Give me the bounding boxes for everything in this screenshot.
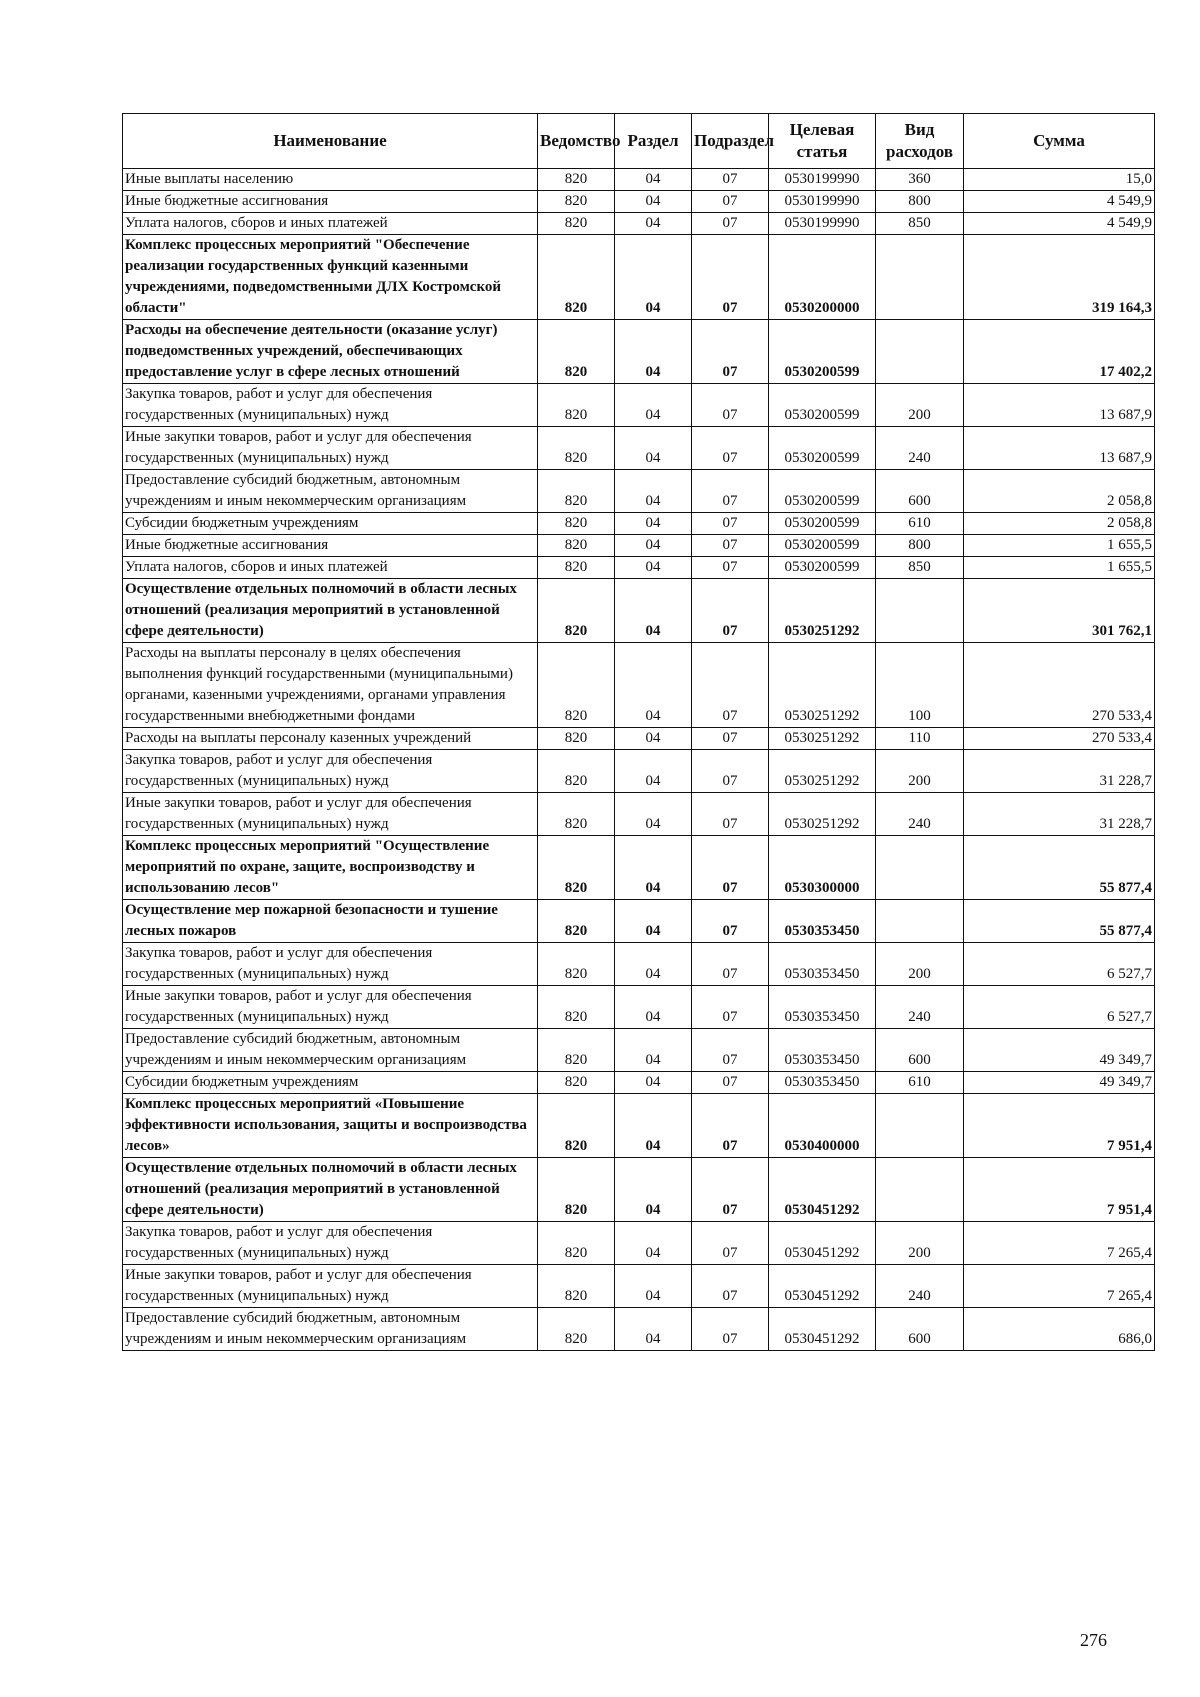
- cell-summa: 4 549,9: [964, 191, 1155, 213]
- cell-name: Уплата налогов, сборов и иных платежей: [123, 557, 538, 579]
- cell-vedomstvo: 820: [538, 793, 615, 836]
- cell-vedomstvo: 820: [538, 427, 615, 470]
- cell-vid-raskhodov: 200: [876, 384, 964, 427]
- cell-podrazdel: 07: [692, 1265, 769, 1308]
- cell-razdel: 04: [615, 986, 692, 1029]
- cell-summa: 31 228,7: [964, 793, 1155, 836]
- table-row: [123, 384, 1155, 427]
- cell-razdel: 04: [615, 557, 692, 579]
- cell-name: Закупка товаров, работ и услуг для обеспечения государственных (муниципальных) нужд: [123, 1222, 538, 1265]
- cell-celevaya-statya: 0530353450: [769, 900, 876, 943]
- cell-vedomstvo: 820: [538, 1094, 615, 1158]
- cell-podrazdel: 07: [692, 1308, 769, 1351]
- cell-podrazdel: 07: [692, 943, 769, 986]
- page-number: 276: [1080, 1630, 1107, 1650]
- table-row-section: [123, 900, 1155, 943]
- cell-celevaya-statya: 0530251292: [769, 728, 876, 750]
- cell-vedomstvo: 820: [538, 1222, 615, 1265]
- cell-summa: 55 877,4: [964, 900, 1155, 943]
- cell-summa: 15,0: [964, 169, 1155, 191]
- cell-podrazdel: 07: [692, 900, 769, 943]
- cell-razdel: 04: [615, 793, 692, 836]
- cell-name: Субсидии бюджетным учреждениям: [123, 513, 538, 535]
- table-row: [123, 427, 1155, 470]
- cell-vedomstvo: 820: [538, 191, 615, 213]
- cell-celevaya-statya: 0530451292: [769, 1158, 876, 1222]
- cell-name: Иные выплаты населению: [123, 169, 538, 191]
- header-name: Наименование: [123, 114, 538, 169]
- cell-podrazdel: 07: [692, 793, 769, 836]
- cell-vedomstvo: 820: [538, 513, 615, 535]
- cell-razdel: 04: [615, 900, 692, 943]
- cell-summa: 7 265,4: [964, 1222, 1155, 1265]
- cell-name: Расходы на обеспечение деятельности (оказание услуг) подведомственных учреждений, обеспечивающих предоставление услуг в сфере лесных отношений: [123, 320, 538, 384]
- table-header-row: [123, 114, 1155, 169]
- cell-summa: 301 762,1: [964, 579, 1155, 643]
- cell-vedomstvo: 820: [538, 1072, 615, 1094]
- cell-name: Расходы на выплаты персоналу казенных учреждений: [123, 728, 538, 750]
- table-row: [123, 557, 1155, 579]
- cell-name: Иные закупки товаров, работ и услуг для обеспечения государственных (муниципальных) нужд: [123, 793, 538, 836]
- cell-celevaya-statya: 0530451292: [769, 1265, 876, 1308]
- cell-vid-raskhodov: 600: [876, 1029, 964, 1072]
- cell-celevaya-statya: 0530353450: [769, 1029, 876, 1072]
- table-row: [123, 793, 1155, 836]
- cell-vid-raskhodov: 200: [876, 750, 964, 793]
- table-row: [123, 750, 1155, 793]
- cell-razdel: 04: [615, 750, 692, 793]
- cell-name: Предоставление субсидий бюджетным, автономным учреждениям и иным некоммерческим организациям: [123, 1029, 538, 1072]
- cell-vedomstvo: 820: [538, 750, 615, 793]
- table-row-section: [123, 579, 1155, 643]
- table-row: [123, 1222, 1155, 1265]
- cell-summa: 270 533,4: [964, 728, 1155, 750]
- cell-summa: 4 549,9: [964, 213, 1155, 235]
- table-row-section: [123, 320, 1155, 384]
- cell-vid-raskhodov: 800: [876, 535, 964, 557]
- table-row: [123, 943, 1155, 986]
- cell-razdel: 04: [615, 1094, 692, 1158]
- table-row: [123, 470, 1155, 513]
- cell-podrazdel: 07: [692, 213, 769, 235]
- header-celevaya-statya: Целевая статья: [769, 114, 876, 169]
- cell-razdel: 04: [615, 1265, 692, 1308]
- cell-name: Комплекс процессных мероприятий "Осуществление мероприятий по охране, защите, воспроизводству и использованию лесов": [123, 836, 538, 900]
- cell-vid-raskhodov: 610: [876, 1072, 964, 1094]
- cell-celevaya-statya: 0530199990: [769, 213, 876, 235]
- cell-vid-raskhodov: [876, 1158, 964, 1222]
- cell-celevaya-statya: 0530200599: [769, 535, 876, 557]
- cell-vedomstvo: 820: [538, 836, 615, 900]
- table-row: [123, 986, 1155, 1029]
- cell-name: Расходы на выплаты персоналу в целях обеспечения выполнения функций государственными (муниципальными) органами, казенными учреждениями, органами управления государственными внебюджетными фондами: [123, 643, 538, 728]
- cell-podrazdel: 07: [692, 750, 769, 793]
- cell-vedomstvo: 820: [538, 579, 615, 643]
- cell-podrazdel: 07: [692, 513, 769, 535]
- cell-name: Иные закупки товаров, работ и услуг для обеспечения государственных (муниципальных) нужд: [123, 427, 538, 470]
- cell-name: Субсидии бюджетным учреждениям: [123, 1072, 538, 1094]
- cell-vedomstvo: 820: [538, 213, 615, 235]
- cell-razdel: 04: [615, 169, 692, 191]
- table-row-section: [123, 836, 1155, 900]
- cell-celevaya-statya: 0530400000: [769, 1094, 876, 1158]
- cell-name: Иные бюджетные ассигнования: [123, 191, 538, 213]
- cell-vid-raskhodov: 100: [876, 643, 964, 728]
- cell-podrazdel: 07: [692, 1222, 769, 1265]
- table-row: [123, 535, 1155, 557]
- cell-celevaya-statya: 0530251292: [769, 750, 876, 793]
- cell-vedomstvo: 820: [538, 728, 615, 750]
- cell-vid-raskhodov: [876, 900, 964, 943]
- table-row: [123, 191, 1155, 213]
- cell-podrazdel: 07: [692, 986, 769, 1029]
- cell-celevaya-statya: 0530200599: [769, 470, 876, 513]
- cell-celevaya-statya: 0530200599: [769, 557, 876, 579]
- cell-summa: 17 402,2: [964, 320, 1155, 384]
- table-row: [123, 1072, 1155, 1094]
- cell-celevaya-statya: 0530200599: [769, 427, 876, 470]
- cell-celevaya-statya: 0530251292: [769, 793, 876, 836]
- cell-celevaya-statya: 0530200000: [769, 235, 876, 320]
- table-row: [123, 643, 1155, 728]
- cell-razdel: 04: [615, 384, 692, 427]
- table-row-section: [123, 235, 1155, 320]
- cell-razdel: 04: [615, 213, 692, 235]
- cell-vid-raskhodov: 110: [876, 728, 964, 750]
- cell-name: Осуществление мер пожарной безопасности и тушение лесных пожаров: [123, 900, 538, 943]
- cell-summa: 1 655,5: [964, 535, 1155, 557]
- cell-summa: 31 228,7: [964, 750, 1155, 793]
- cell-celevaya-statya: 0530200599: [769, 513, 876, 535]
- cell-summa: 270 533,4: [964, 643, 1155, 728]
- table-row: [123, 169, 1155, 191]
- cell-celevaya-statya: 0530251292: [769, 579, 876, 643]
- cell-vid-raskhodov: [876, 836, 964, 900]
- header-vid-raskhodov: Вид расходов: [876, 114, 964, 169]
- cell-celevaya-statya: 0530200599: [769, 384, 876, 427]
- table-row-section: [123, 1158, 1155, 1222]
- table-row: [123, 513, 1155, 535]
- cell-razdel: 04: [615, 1308, 692, 1351]
- cell-vedomstvo: 820: [538, 320, 615, 384]
- cell-name: Уплата налогов, сборов и иных платежей: [123, 213, 538, 235]
- header-razdel: Раздел: [615, 114, 692, 169]
- cell-summa: 7 951,4: [964, 1158, 1155, 1222]
- cell-summa: 6 527,7: [964, 943, 1155, 986]
- cell-summa: 55 877,4: [964, 836, 1155, 900]
- cell-podrazdel: 07: [692, 1072, 769, 1094]
- cell-vedomstvo: 820: [538, 900, 615, 943]
- cell-vid-raskhodov: 600: [876, 1308, 964, 1351]
- cell-podrazdel: 07: [692, 191, 769, 213]
- cell-name: Комплекс процессных мероприятий «Повышение эффективности использования, защиты и воспроизводства лесов»: [123, 1094, 538, 1158]
- cell-celevaya-statya: 0530353450: [769, 943, 876, 986]
- cell-podrazdel: 07: [692, 235, 769, 320]
- cell-podrazdel: 07: [692, 1029, 769, 1072]
- cell-celevaya-statya: 0530300000: [769, 836, 876, 900]
- cell-name: Закупка товаров, работ и услуг для обеспечения государственных (муниципальных) нужд: [123, 943, 538, 986]
- cell-vedomstvo: 820: [538, 1029, 615, 1072]
- cell-vedomstvo: 820: [538, 169, 615, 191]
- budget-table-sheet: [122, 113, 1154, 1351]
- cell-razdel: 04: [615, 1029, 692, 1072]
- cell-summa: 13 687,9: [964, 427, 1155, 470]
- cell-podrazdel: 07: [692, 470, 769, 513]
- table-row: [123, 1265, 1155, 1308]
- cell-celevaya-statya: 0530353450: [769, 986, 876, 1029]
- cell-summa: 2 058,8: [964, 513, 1155, 535]
- cell-razdel: 04: [615, 535, 692, 557]
- cell-podrazdel: 07: [692, 643, 769, 728]
- cell-vid-raskhodov: [876, 1094, 964, 1158]
- cell-vedomstvo: 820: [538, 1265, 615, 1308]
- cell-summa: 1 655,5: [964, 557, 1155, 579]
- cell-razdel: 04: [615, 728, 692, 750]
- cell-podrazdel: 07: [692, 1094, 769, 1158]
- cell-summa: 49 349,7: [964, 1029, 1155, 1072]
- cell-vedomstvo: 820: [538, 986, 615, 1029]
- cell-podrazdel: 07: [692, 557, 769, 579]
- cell-summa: 686,0: [964, 1308, 1155, 1351]
- cell-razdel: 04: [615, 943, 692, 986]
- cell-podrazdel: 07: [692, 427, 769, 470]
- cell-razdel: 04: [615, 1072, 692, 1094]
- cell-vid-raskhodov: 850: [876, 557, 964, 579]
- cell-vid-raskhodov: 600: [876, 470, 964, 513]
- cell-name: Иные бюджетные ассигнования: [123, 535, 538, 557]
- budget-table: [122, 113, 1155, 1351]
- cell-razdel: 04: [615, 235, 692, 320]
- cell-name: Иные закупки товаров, работ и услуг для обеспечения государственных (муниципальных) нужд: [123, 1265, 538, 1308]
- cell-razdel: 04: [615, 470, 692, 513]
- cell-podrazdel: 07: [692, 169, 769, 191]
- cell-name: Закупка товаров, работ и услуг для обеспечения государственных (муниципальных) нужд: [123, 750, 538, 793]
- cell-vedomstvo: 820: [538, 1308, 615, 1351]
- cell-razdel: 04: [615, 320, 692, 384]
- cell-celevaya-statya: 0530451292: [769, 1308, 876, 1351]
- cell-name: Осуществление отдельных полномочий в области лесных отношений (реализация мероприятий в установленной сфере деятельности): [123, 1158, 538, 1222]
- cell-razdel: 04: [615, 191, 692, 213]
- cell-vid-raskhodov: [876, 579, 964, 643]
- cell-razdel: 04: [615, 513, 692, 535]
- cell-vid-raskhodov: 200: [876, 1222, 964, 1265]
- cell-celevaya-statya: 0530199990: [769, 191, 876, 213]
- header-podrazdel: Подраздел: [692, 114, 769, 169]
- cell-name: Осуществление отдельных полномочий в области лесных отношений (реализация мероприятий в установленной сфере деятельности): [123, 579, 538, 643]
- table-row: [123, 1308, 1155, 1351]
- cell-celevaya-statya: 0530199990: [769, 169, 876, 191]
- cell-vid-raskhodov: 200: [876, 943, 964, 986]
- cell-vedomstvo: 820: [538, 235, 615, 320]
- cell-vedomstvo: 820: [538, 943, 615, 986]
- cell-celevaya-statya: 0530200599: [769, 320, 876, 384]
- cell-vid-raskhodov: 240: [876, 1265, 964, 1308]
- cell-vedomstvo: 820: [538, 643, 615, 728]
- cell-summa: 319 164,3: [964, 235, 1155, 320]
- table-row: [123, 213, 1155, 235]
- cell-name: Предоставление субсидий бюджетным, автономным учреждениям и иным некоммерческим организациям: [123, 470, 538, 513]
- table-body: [123, 169, 1155, 1351]
- cell-celevaya-statya: 0530353450: [769, 1072, 876, 1094]
- cell-celevaya-statya: 0530251292: [769, 643, 876, 728]
- cell-vid-raskhodov: 850: [876, 213, 964, 235]
- cell-celevaya-statya: 0530451292: [769, 1222, 876, 1265]
- cell-vedomstvo: 820: [538, 1158, 615, 1222]
- table-row: [123, 728, 1155, 750]
- cell-summa: 7 265,4: [964, 1265, 1155, 1308]
- cell-vid-raskhodov: 610: [876, 513, 964, 535]
- cell-vedomstvo: 820: [538, 557, 615, 579]
- cell-name: Предоставление субсидий бюджетным, автономным учреждениям и иным некоммерческим организациям: [123, 1308, 538, 1351]
- cell-name: Закупка товаров, работ и услуг для обеспечения государственных (муниципальных) нужд: [123, 384, 538, 427]
- cell-summa: 7 951,4: [964, 1094, 1155, 1158]
- cell-vid-raskhodov: 800: [876, 191, 964, 213]
- cell-vedomstvo: 820: [538, 384, 615, 427]
- cell-vid-raskhodov: 240: [876, 793, 964, 836]
- cell-podrazdel: 07: [692, 535, 769, 557]
- cell-summa: 49 349,7: [964, 1072, 1155, 1094]
- cell-vid-raskhodov: 240: [876, 427, 964, 470]
- header-vedomstvo: Ведомство: [538, 114, 615, 169]
- cell-podrazdel: 07: [692, 384, 769, 427]
- cell-vid-raskhodov: 360: [876, 169, 964, 191]
- cell-vid-raskhodov: [876, 320, 964, 384]
- cell-razdel: 04: [615, 836, 692, 900]
- cell-vid-raskhodov: [876, 235, 964, 320]
- cell-podrazdel: 07: [692, 1158, 769, 1222]
- cell-name: Комплекс процессных мероприятий "Обеспечение реализации государственных функций казенными учреждениями, подведомственными ДЛХ Костромской области": [123, 235, 538, 320]
- cell-vedomstvo: 820: [538, 535, 615, 557]
- cell-vid-raskhodov: 240: [876, 986, 964, 1029]
- cell-razdel: 04: [615, 427, 692, 470]
- cell-name: Иные закупки товаров, работ и услуг для обеспечения государственных (муниципальных) нужд: [123, 986, 538, 1029]
- cell-razdel: 04: [615, 1222, 692, 1265]
- cell-vedomstvo: 820: [538, 470, 615, 513]
- cell-razdel: 04: [615, 1158, 692, 1222]
- table-row: [123, 1029, 1155, 1072]
- cell-summa: 13 687,9: [964, 384, 1155, 427]
- cell-podrazdel: 07: [692, 320, 769, 384]
- cell-summa: 2 058,8: [964, 470, 1155, 513]
- cell-podrazdel: 07: [692, 836, 769, 900]
- table-row-section: [123, 1094, 1155, 1158]
- cell-podrazdel: 07: [692, 579, 769, 643]
- cell-razdel: 04: [615, 579, 692, 643]
- cell-podrazdel: 07: [692, 728, 769, 750]
- cell-razdel: 04: [615, 643, 692, 728]
- header-summa: Сумма: [964, 114, 1155, 169]
- cell-summa: 6 527,7: [964, 986, 1155, 1029]
